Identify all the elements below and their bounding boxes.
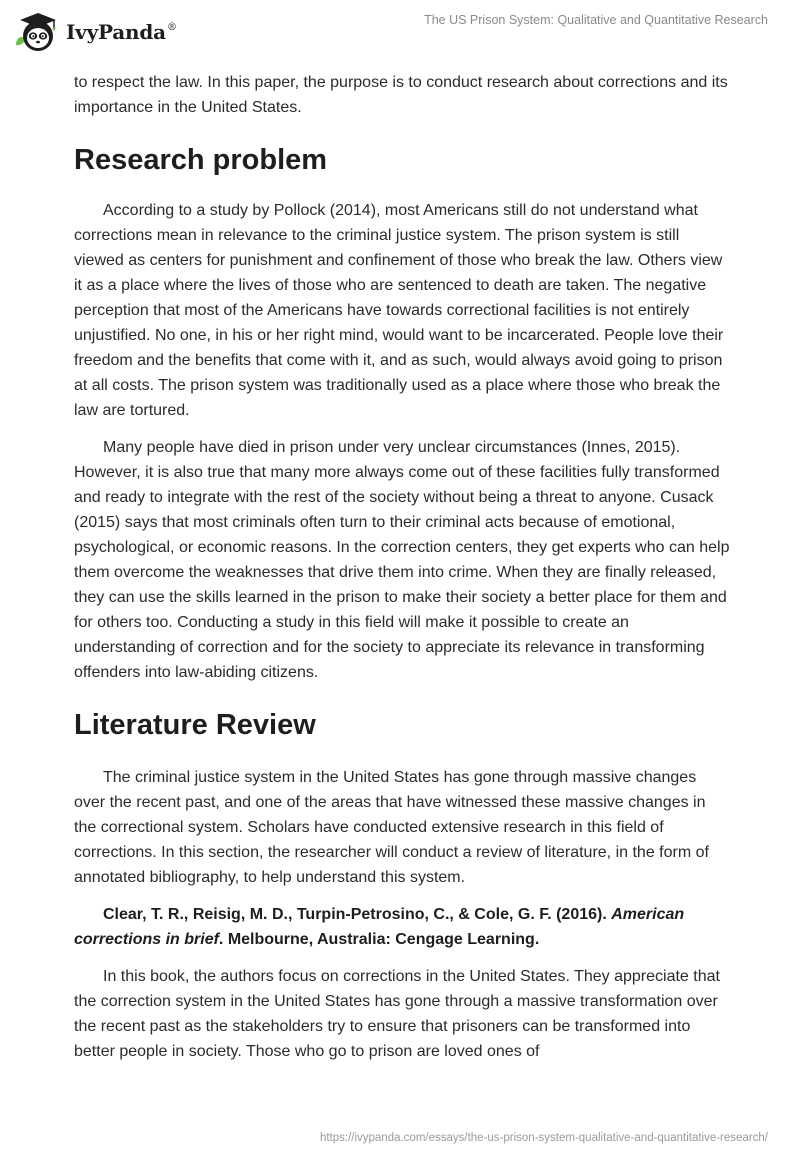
annotation-paragraph: In this book, the authors focus on corrections in the United States. They appreciate that the correction system in the United States has gone through a massive transformation over the recent past as the stakeholders try to ensure that prisoners can be transformed into better people in society. Those who go to prison are loved ones of (74, 968, 720, 1060)
bibliography-citation (74, 902, 730, 952)
citation-authors: Clear, T. R., Reisig, M. D., Turpin-Petrosino, C., & Cole, G. F. (2016). (103, 906, 612, 923)
panda-graduate-icon (14, 9, 60, 55)
research-problem-heading: Research problem (74, 144, 328, 176)
document-title: The US Prison System: Qualitative and Quantitative Research (424, 13, 768, 27)
source-url[interactable]: https://ivypanda.com/essays/the-us-prison-system-qualitative-and-quantitative-research/ (319, 1132, 768, 1144)
logo-wordmark: IvyPanda® (66, 20, 177, 44)
intro-paragraph: to respect the law. In this paper, the purpose is to conduct research about corrections and its importance in the United States. (74, 74, 728, 116)
citation-title: American corrections in brief (74, 906, 685, 948)
article-body (74, 70, 730, 1076)
ivypanda-logo[interactable] (14, 9, 177, 55)
literature-review-heading: Literature Review (74, 709, 316, 741)
page-header (0, 0, 800, 70)
citation-publisher: . Melbourne, Australia: Cengage Learning. (218, 931, 540, 948)
research-problem-paragraph: According to a study by Pollock (2014), most Americans still do not understand what corrections mean in relevance to the criminal justice system. The prison system is still viewed as centers for punishment and confinement of those who break the law. Others view it as a place where the lives of those who are sentenced to death are taken. The negative perception that most of the Americans have towards correctional facilities is not entirely unjustified. No one, in his or her right mind, would want to be incarcerated. People love their freedom and the benefits that come with it, and as such, would always avoid going to prison at all costs. The prison system was traditionally used as a place where those who break the law are tortured. (74, 202, 724, 419)
literature-review-paragraph: The criminal justice system in the United States has gone through massive changes over the recent past, and one of the areas that have witnessed these massive changes in the correctional system. Scholars have conducted extensive research in this field of corrections. In this section, the researcher will conduct a review of literature, in the form of annotated bibliography, to help understand this system. (74, 769, 709, 886)
research-problem-paragraph: Many people have died in prison under very unclear circumstances (Innes, 2015). However, it is also true that many more always come out of these facilities fully transformed and ready to integrate with the rest of the society without being a threat to anyone. Cusack (2015) says that most criminals often turn to their criminal acts because of emotional, psychological, or economic reasons. In the correction centers, they get experts who can help them overcome the weaknesses that drive them into crime. When they are finally released, they can use the skills learned in the prison to make their society a better place for them and for others too. Conducting a study in this field will make it possible to create an understanding of correction and for the society to appreciate its relevance in transforming offenders into law-abiding citizens. (74, 439, 730, 681)
